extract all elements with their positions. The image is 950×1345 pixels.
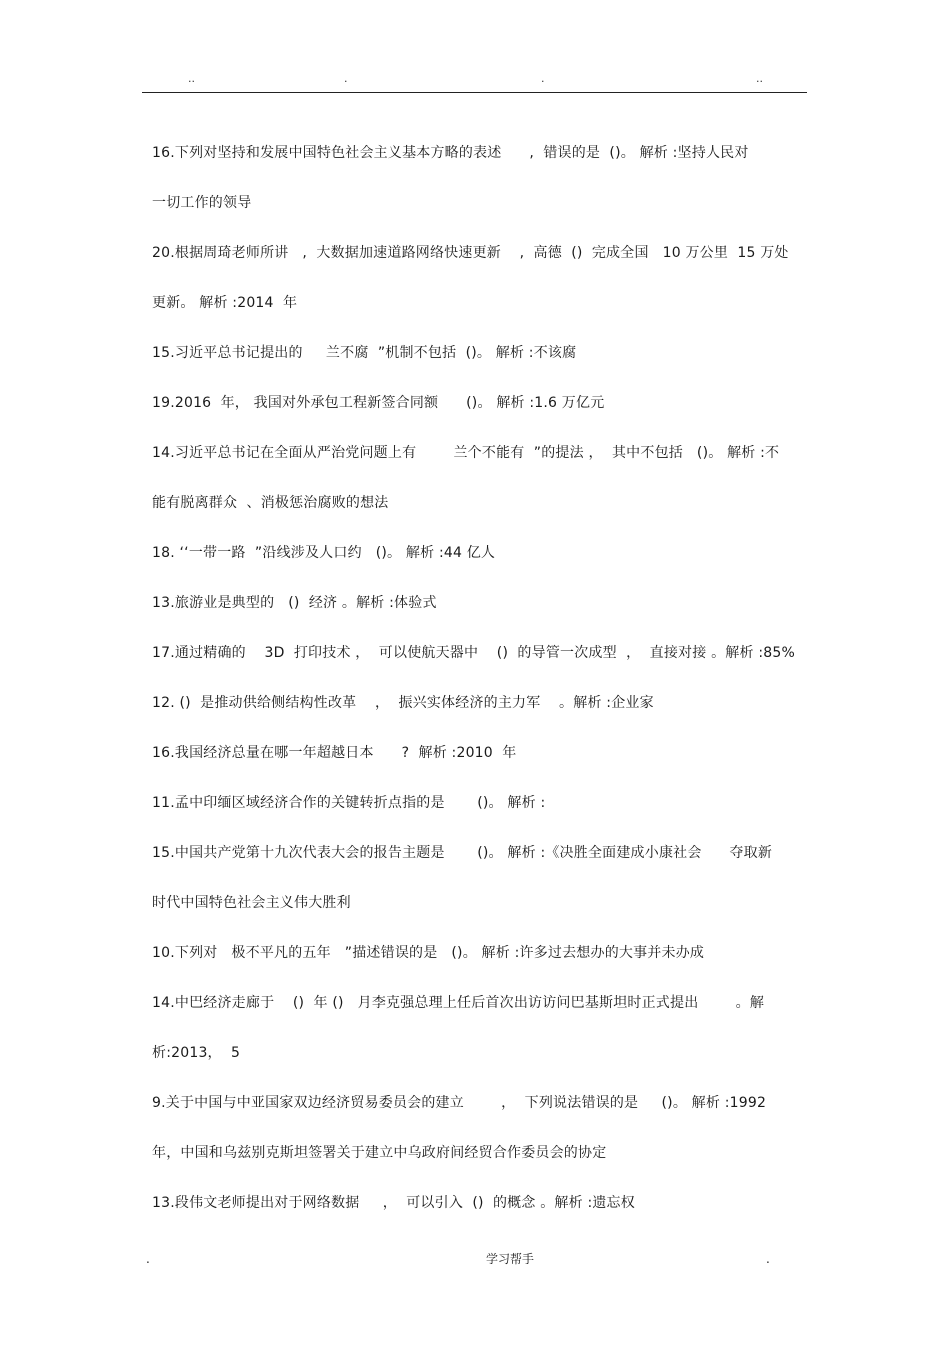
- text-line: 12. () 是推动供给侧结构性改革 ， 振兴实体经济的主力军 。解析 :企业家: [152, 695, 654, 711]
- text-line: 16.下列对坚持和发展中国特色社会主义基本方略的表述 , 错误的是 ()。 解析 :坚持人民对: [152, 145, 749, 161]
- header-mark-3: .: [541, 72, 545, 85]
- text-line: 析:2013， 5: [152, 1045, 241, 1061]
- footer-title: 学习帮手: [486, 1252, 535, 1266]
- question-list: [152, 128, 832, 1228]
- text-line: 20.根据周琦老师所讲 , 大数据加速道路网络快速更新 , 高德 () 完成全国 10 万公里 15 万处: [152, 245, 789, 261]
- text-line: 19.2016 年， 我国对外承包工程新签合同额 ()。 解析 :1.6 万亿元: [152, 395, 605, 411]
- text-line: 15.中国共产党第十九次代表大会的报告主题是 ()。 解析 :《决胜全面建成小康社会 夺取新: [152, 845, 773, 861]
- text-line: 年，中国和乌兹别克斯坦签署关于建立中乌政府间经贸合作委员会的协定: [152, 1145, 607, 1161]
- text-line: 15.习近平总书记提出的 兰不腐 ”机制不包括 ()。 解析 :不该腐: [152, 345, 577, 361]
- text-line: 更新。 解析 :2014 年: [152, 295, 298, 311]
- footer-right-mark: .: [766, 1252, 770, 1266]
- text-line: 16.我国经济总量在哪一年超越日本 ? 解析 :2010 年: [152, 745, 517, 761]
- header-divider: [142, 92, 807, 93]
- header-mark-1: ..: [188, 72, 195, 85]
- header-mark-4: ..: [756, 72, 763, 85]
- text-line: 时代中国特色社会主义伟大胜利: [152, 895, 351, 911]
- text-line: 13.旅游业是典型的 () 经济 。解析 :体验式: [152, 595, 437, 611]
- text-line: 11.孟中印缅区域经济合作的关键转折点指的是 ()。 解析 :: [152, 795, 546, 811]
- header-mark-2: .: [344, 72, 348, 85]
- text-line: 13.段伟文老师提出对于网络数据 ， 可以引入 () 的概念 。解析 :遗忘权: [152, 1195, 635, 1211]
- footer-left-mark: .: [146, 1252, 150, 1266]
- text-line: 14.习近平总书记在全面从严治党问题上有 兰个不能有 ”的提法 ， 其中不包括 ()。 解析 :不: [152, 445, 780, 461]
- text-line: 18. ‘‘一带一路 ”沿线涉及人口约 ()。 解析 :44 亿人: [152, 545, 496, 561]
- text-line: 14.中巴经济走廊于 () 年 () 月李克强总理上任后首次出访访问巴基斯坦时正式提出 。解: [152, 995, 765, 1011]
- text-line: 10.下列对 极不平凡的五年 ”描述错误的是 ()。 解析 :许多过去想办的大事并未办成: [152, 945, 705, 961]
- text-line: 17.通过精确的 3D 打印技术 ， 可以使航天器中 () 的导管一次成型 ， 直接对接 。解析 :85%: [152, 645, 795, 661]
- text-line: 9.关于中国与中亚国家双边经济贸易委员会的建立 ， 下列说法错误的是 ()。 解析 :1992: [152, 1095, 767, 1111]
- text-line: 能有脱离群众 、消极惩治腐败的想法: [152, 495, 389, 511]
- text-line: 一切工作的领导: [152, 195, 252, 211]
